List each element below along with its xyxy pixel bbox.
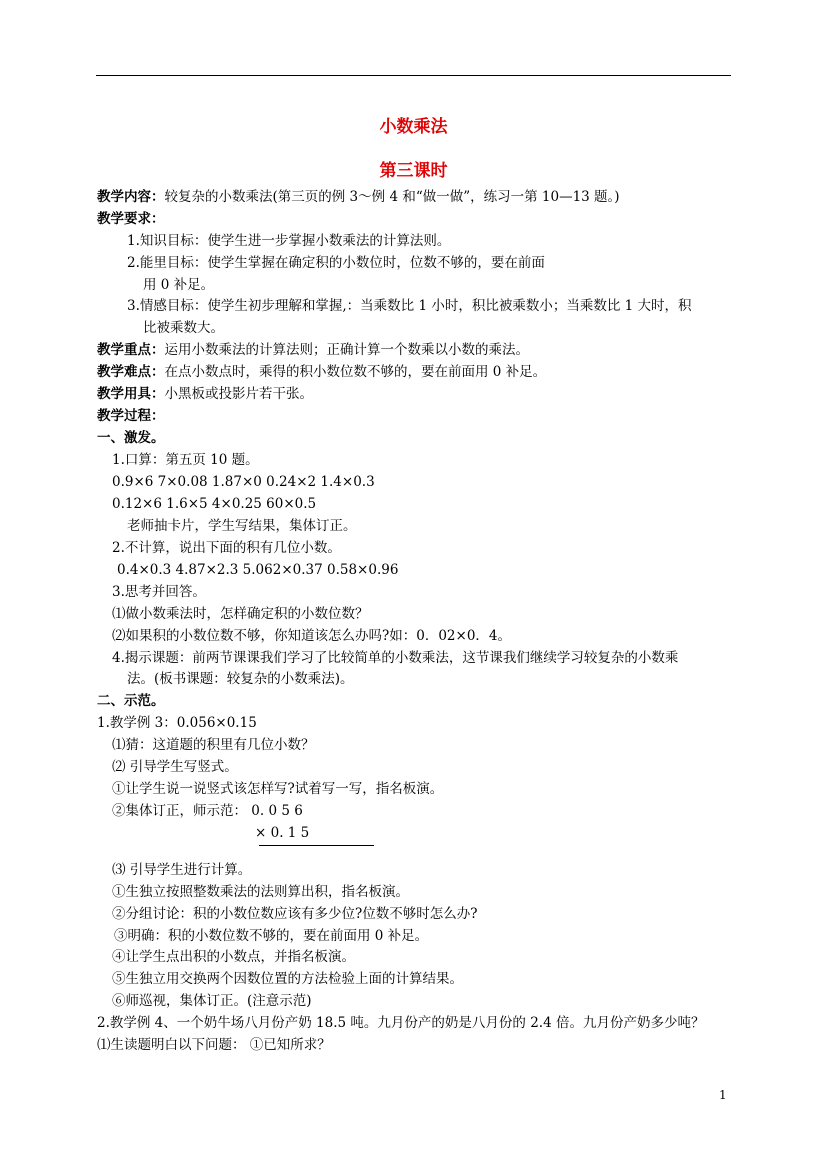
line-label: 一、激发。 [97, 430, 165, 446]
line-reveal-topic-cont: 法。(板书课题：较复杂的小数乘法)。 [127, 671, 354, 687]
line-step-3: ③明确：积的小数位数不够的，要在前面用 0 补足。 [114, 928, 429, 944]
line-label: 教学用具： [97, 386, 165, 402]
line-no-calc-row: 0.4×0.3 4.87×2.3 5.062×0.37 0.58×0.96 [117, 562, 399, 578]
line-no-calc: 2.不计算，说出下面的积有几位小数。 [112, 540, 341, 556]
line-knowledge-goal: 1.知识目标：使学生进一步掌握小数乘法的计算法则。 [127, 233, 451, 249]
line-example-4: 2.教学例 4、一个奶牛场八月份产奶 18.5 吨。九月份产的奶是八月份的 2.4 倍。九月份产奶多少吨？ [97, 1015, 705, 1031]
line-think-q2: ⑵如果积的小数位数不够，你知道该怎么办吗?如：0．02×0．4。 [112, 628, 511, 644]
line-teacher-demo: ②集体订正，师示范： 0. 0 5 6 [112, 803, 303, 819]
line-content [97, 187, 620, 207]
page-number: 1 [719, 1088, 727, 1102]
line-label: 二、示范。 [97, 693, 165, 709]
line-ability-goal-cont: 用 0 补足。 [143, 277, 215, 293]
line-multiplier: × 0. 1 5 [255, 825, 310, 841]
line-label: 教学难点： [97, 364, 165, 380]
line-guess: ⑴猜：这道题的积里有几位小数？ [112, 737, 315, 753]
line-text: 在点小数点时，乘得的积小数位数不够的，要在前面用 0 补足。 [164, 364, 547, 380]
line-vertical-form: ⑵ 引导学生写竖式。 [112, 759, 238, 775]
line-ability-goal: 2.能里目标：使学生掌握在确定积的小数位时，位数不够的，要在前面 [127, 255, 545, 271]
line-think-q1: ⑴做小数乘法时，怎样确定积的小数位数？ [112, 606, 369, 622]
line-label: 教学内容： [97, 189, 165, 205]
line-step-6: ⑥师巡视，集体订正。(注意示范) [112, 993, 312, 1009]
line-oral-calc-row1: 0.9×6 7×0.08 1.87×0 0.24×2 1.4×0.3 [112, 474, 375, 490]
line-key-point [97, 340, 529, 360]
section-heading-2 [97, 691, 165, 711]
line-guide-calc: ⑶ 引导学生进行计算。 [112, 862, 252, 878]
line-text: 小黑板或投影片若干张。 [164, 386, 313, 402]
line-step-4: ④让学生点出积的小数点，并指名板演。 [112, 949, 355, 965]
line-tools [97, 384, 313, 404]
line-students-write: ①让学生说一说竖式该怎样写?试着写一写，指名板演。 [112, 781, 444, 797]
line-example-3: 1.教学例 3：0.056×0.15 [97, 715, 257, 731]
line-teacher-cards: 老师抽卡片，学生写结果，集体订正。 [127, 518, 357, 534]
line-oral-calc: 1.口算：第五页 10 题。 [112, 452, 259, 468]
line-requirements [97, 209, 165, 229]
line-step-2: ②分组讨论：积的小数位数应该有多少位?位数不够时怎么办? [112, 906, 478, 922]
line-process [97, 406, 165, 426]
line-reveal-topic: 4.揭示课题：前两节课课我们学习了比较简单的小数乘法，这节课我们继续学习较复杂的小数乘 [112, 650, 679, 666]
document-subtitle: 第三课时 [379, 161, 448, 181]
vertical-multiplication-rule [259, 845, 374, 846]
line-read-problem: ⑴生读题明白以下问题： ①已知所求？ [97, 1037, 331, 1053]
document-title: 小数乘法 [379, 117, 448, 137]
line-label: 教学重点： [97, 342, 165, 358]
line-label: 教学要求： [97, 211, 165, 227]
line-label: 教学过程： [97, 408, 165, 424]
line-text: 较复杂的小数乘法(第三页的例 3～例 4 和“做一做”，练习一第 10—13 题。) [164, 189, 620, 205]
line-step-5: ⑤生独立用交换两个因数位置的方法检验上面的计算结果。 [112, 971, 463, 987]
section-heading-1 [97, 428, 165, 448]
line-text: 运用小数乘法的计算法则；正确计算一个数乘以小数的乘法。 [164, 342, 529, 358]
line-emotion-goal-cont: 比被乘数大。 [143, 320, 224, 336]
line-difficulty [97, 362, 546, 382]
line-step-1: ①生独立按照整数乘法的法则算出积，指名板演。 [112, 884, 409, 900]
header-rule [96, 75, 731, 76]
line-think: 3.思考并回答。 [112, 584, 206, 600]
line-oral-calc-row2: 0.12×6 1.6×5 4×0.25 60×0.5 [112, 496, 317, 512]
line-emotion-goal: 3.情感目标：使学生初步理解和掌握,：当乘数比 1 小时，积比被乘数小；当乘数比 1 大时，积 [127, 298, 692, 314]
